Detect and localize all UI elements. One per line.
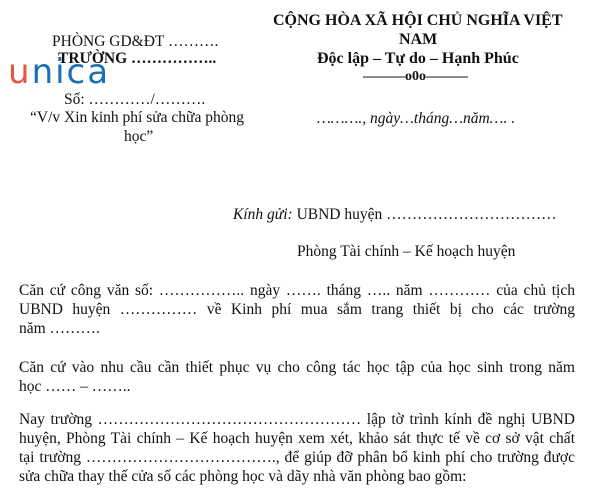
paragraph-line: năm ……….: [19, 320, 100, 337]
logo-text: nica: [31, 52, 111, 92]
paragraph-line: UBND huyện …………… về Kinh phí mua sắm trang thiết bị cho các trường: [19, 301, 575, 318]
motto: Độc lập – Tự do – Hạnh Phúc: [317, 50, 519, 67]
separator: ———o0o———: [363, 69, 468, 84]
paragraph-line: tại trường ………………………………., để giúp đỡ phân bổ kinh phí cho trường được: [19, 449, 575, 466]
unica-logo: [8, 52, 111, 92]
paragraph-line: học …… – ……..: [19, 378, 131, 395]
paragraph-line: Căn cứ vào nhu cầu cần thiết phục vụ cho công tác học tập của học sinh trong năm: [19, 359, 575, 376]
recipient-line-1: UBND huyện ……………………………: [292, 206, 557, 223]
paragraph-line: Nay trường …………………………………………… lập tờ trình kính đề nghị UBND: [19, 411, 575, 428]
subject-line-1: “V/v Xin kinh phí sửa chữa phòng: [30, 109, 244, 126]
school-name: TRƯỜNG ……………..: [58, 50, 217, 67]
subject-line-2: học”: [124, 128, 154, 145]
place-date: ………., ngày…tháng…năm…. .: [317, 110, 516, 127]
department-name: PHÒNG GD&ĐT ……….: [52, 33, 219, 50]
nation-title-line-1: CỘNG HÒA XÃ HỘI CHỦ NGHĨA VIỆT: [273, 12, 563, 29]
paragraph-line: Căn cứ công văn số: …………….. ngày ……. tháng ….. năm ………… của chủ tịch: [19, 282, 575, 299]
nation-title-line-2: NAM: [399, 31, 438, 48]
document-number: Số: …………/……….: [64, 91, 206, 108]
recipient-label: Kính gửi:: [233, 206, 293, 223]
recipient-line-2: Phòng Tài chính – Kế hoạch huyện: [297, 243, 516, 260]
paragraph-line: huyện, Phòng Tài chính – Kế hoạch huyện xem xét, khảo sát thực tế về cơ sở vật chất: [19, 430, 575, 447]
logo-letter-u: u: [8, 52, 32, 92]
paragraph-line: sửa chữa thay thế cửa số các phòng học và dãy nhà văn phòng bao gồm:: [19, 468, 467, 485]
